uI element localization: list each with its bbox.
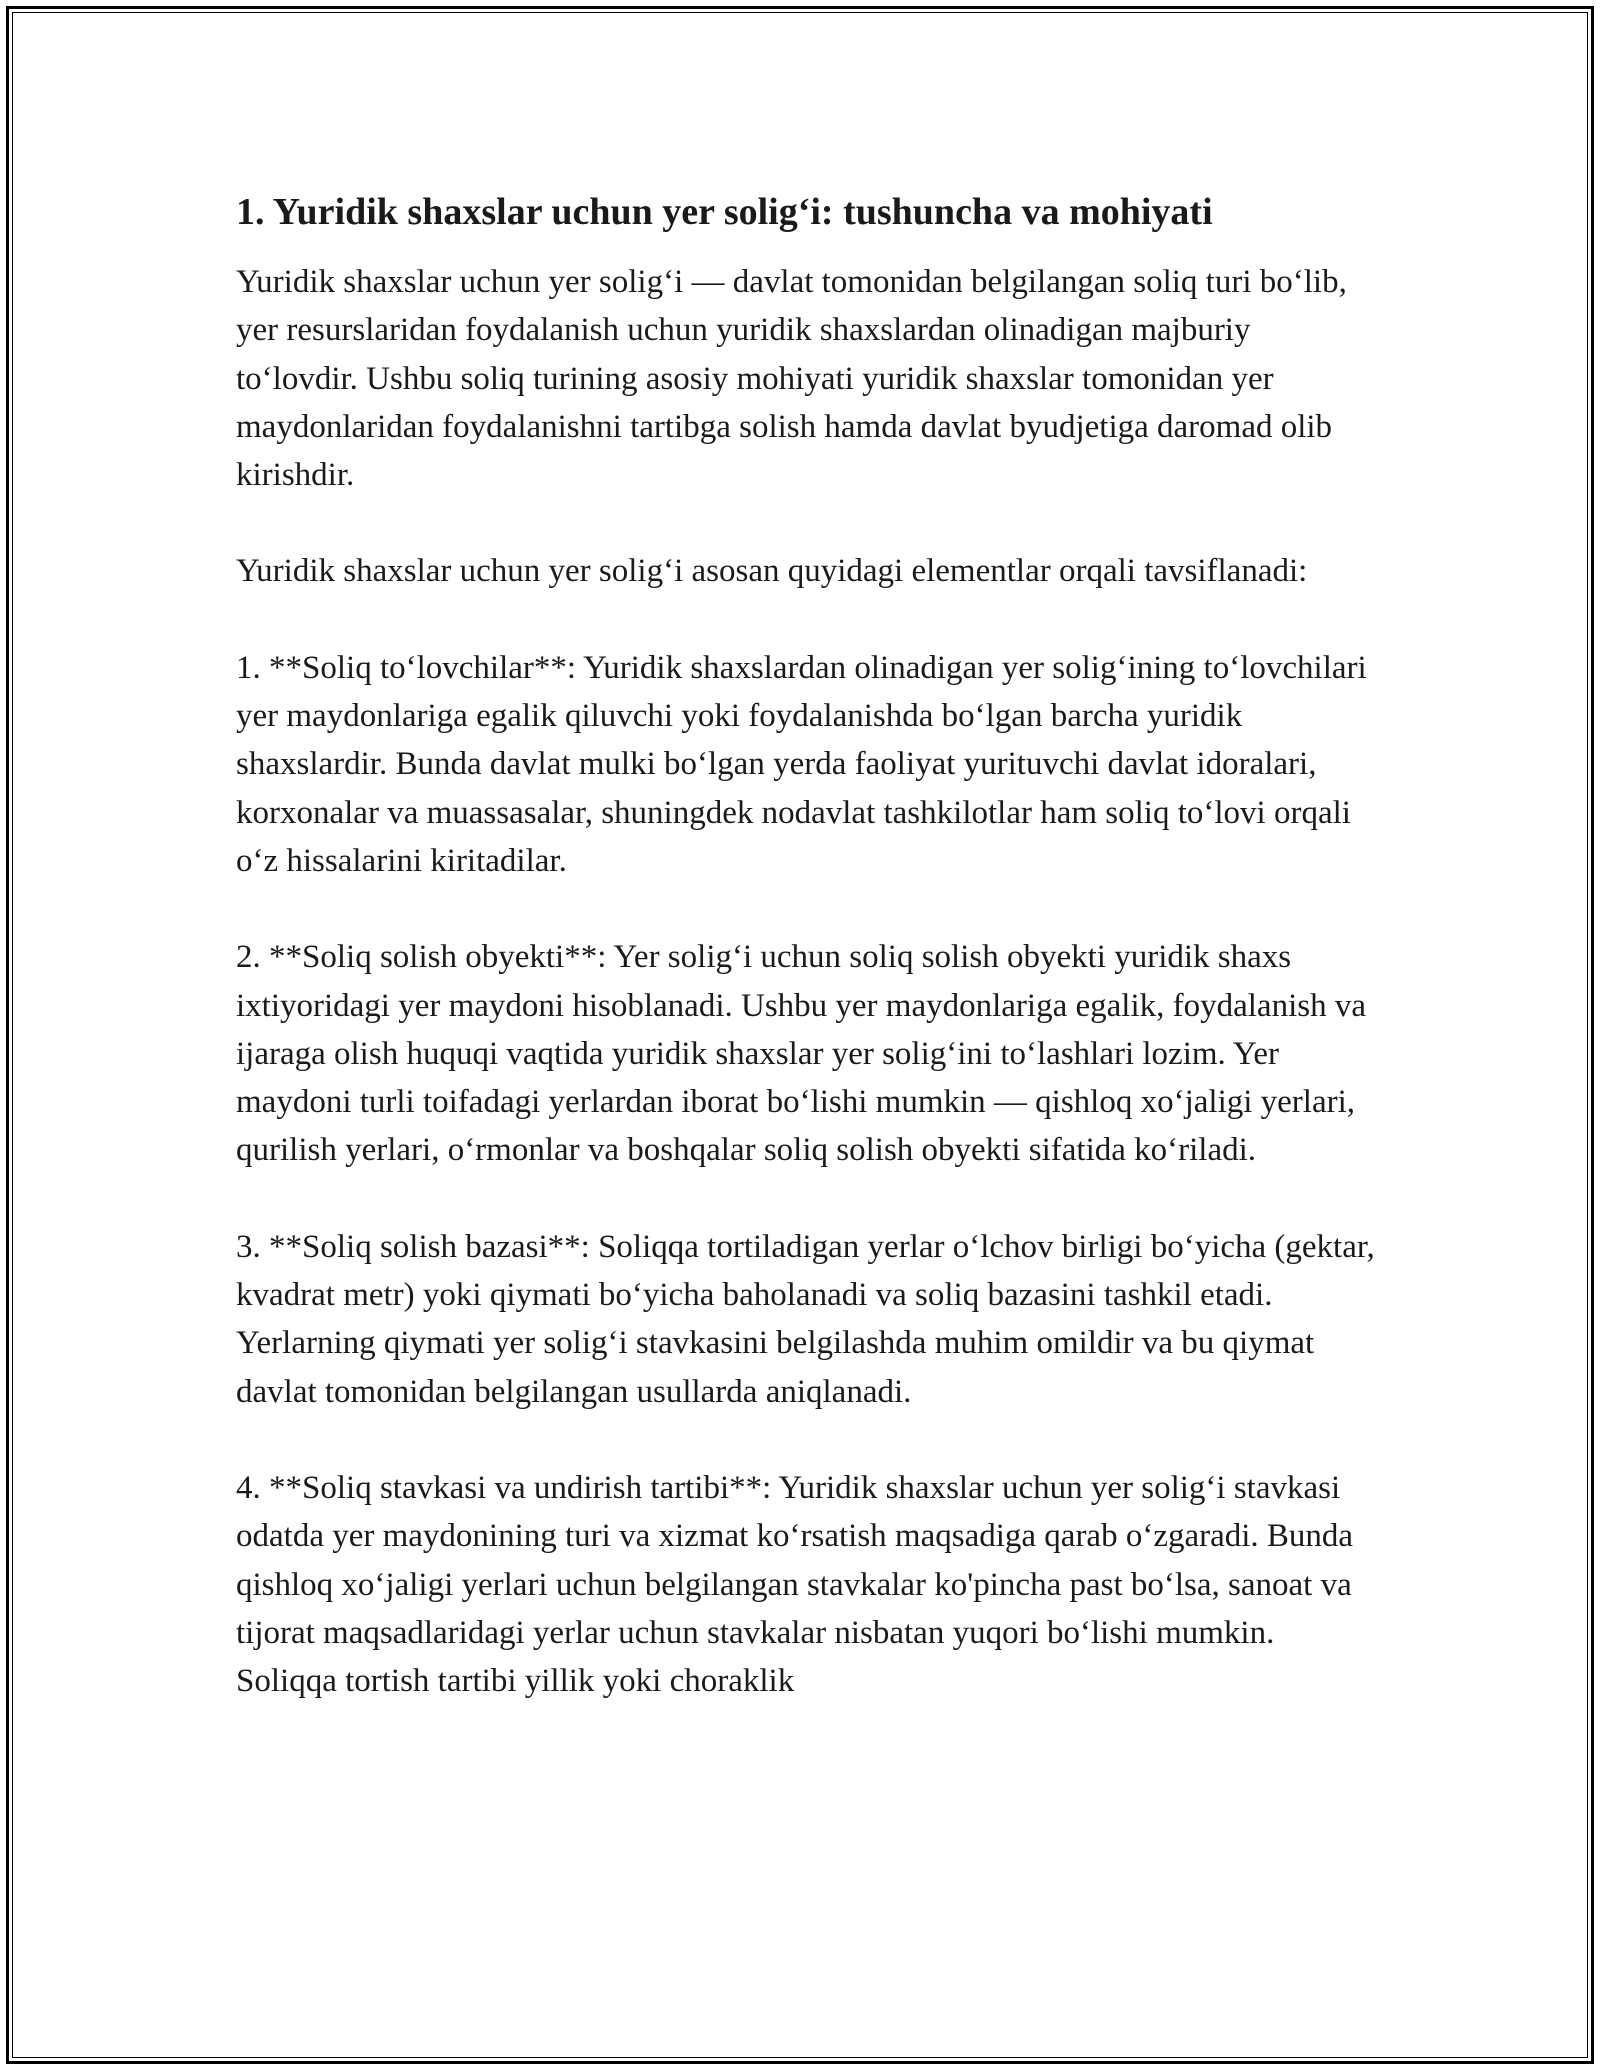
document-body: [236, 186, 1376, 1705]
paragraph-item-2-object: 2. **Soliq solish obyekti**: Yer solig‘i uchun soliq solish obyekti yuridik shaxs ixtiyoridagi yer maydoni hisoblanadi. Ushbu yer maydonlariga egalik, foydalanish va ijaraga olish huquqi vaqtida yuridik shaxslar yer solig‘ini to‘lashlari lozim. Yer maydoni turli toifadagi yerlardan iborat bo‘lishi mumkin — qishloq xo‘jaligi yerlari, qurilish yerlari, o‘rmonlar va boshqalar soliq solish obyekti sifatida ko‘riladi.: [236, 939, 1366, 1169]
paragraph-item-3-base: 3. **Soliq solish bazasi**: Soliqqa tortiladigan yerlar o‘lchov birligi bo‘yicha (gektar, kvadrat metr) yoki qiymati bo‘yicha baholanadi va soliq bazasini tashkil etadi. Yerlarning qiymati yer solig‘i stavkasini belgilashda muhim omildir va bu qiymat davlat tomonidan belgilangan usullarda aniqlanadi.: [236, 1228, 1375, 1410]
paragraph-elements-lead: Yuridik shaxslar uchun yer solig‘i asosan quyidagi elementlar orqali tavsiflanadi:: [236, 553, 1308, 590]
section-heading: 1. Yuridik shaxslar uchun yer solig‘i: tushuncha va mohiyati: [236, 191, 1213, 233]
paragraph-item-1-taxpayers: 1. **Soliq to‘lovchilar**: Yuridik shaxslardan olinadigan yer solig‘ining to‘lovchilari yer maydonlariga egalik qiluvchi yoki foydalanishda bo‘lgan barcha yuridik shaxslardir. Bunda davlat mulki bo‘lgan yerda faoliyat yurituvchi davlat idoralari, korxonalar va muassasalar, shuningdek nodavlat tashkilotlar ham soliq to‘lovi orqali o‘z hissalarini kiritadilar.: [236, 649, 1367, 879]
paragraph-item-4-rate: 4. **Soliq stavkasi va undirish tartibi**: Yuridik shaxslar uchun yer solig‘i stavkasi odatda yer maydonining turi va xizmat ko‘rsatish maqsadiga qarab o‘zgaradi. Bunda qishloq xo‘jaligi yerlari uchun belgilangan stavkalar ko'pincha past bo‘lsa, sanoat va tijorat maqsadlaridagi yerlar uchun stavkalar nisbatan yuqori bo‘lishi mumkin. Soliqqa tortish tartibi yillik yoki choraklik: [236, 1469, 1354, 1700]
paragraph-intro: Yuridik shaxslar uchun yer solig‘i — davlat tomonidan belgilangan soliq turi bo‘lib, yer resurslaridan foydalanish uchun yuridik shaxslardan olinadigan majburiy to‘lovdir. Ushbu soliq turining asosiy mohiyati yuridik shaxslar tomonidan yer maydonlaridan foydalanishni tartibga solish hamda davlat byudjetiga daromad olib kirishdir.: [236, 264, 1347, 494]
